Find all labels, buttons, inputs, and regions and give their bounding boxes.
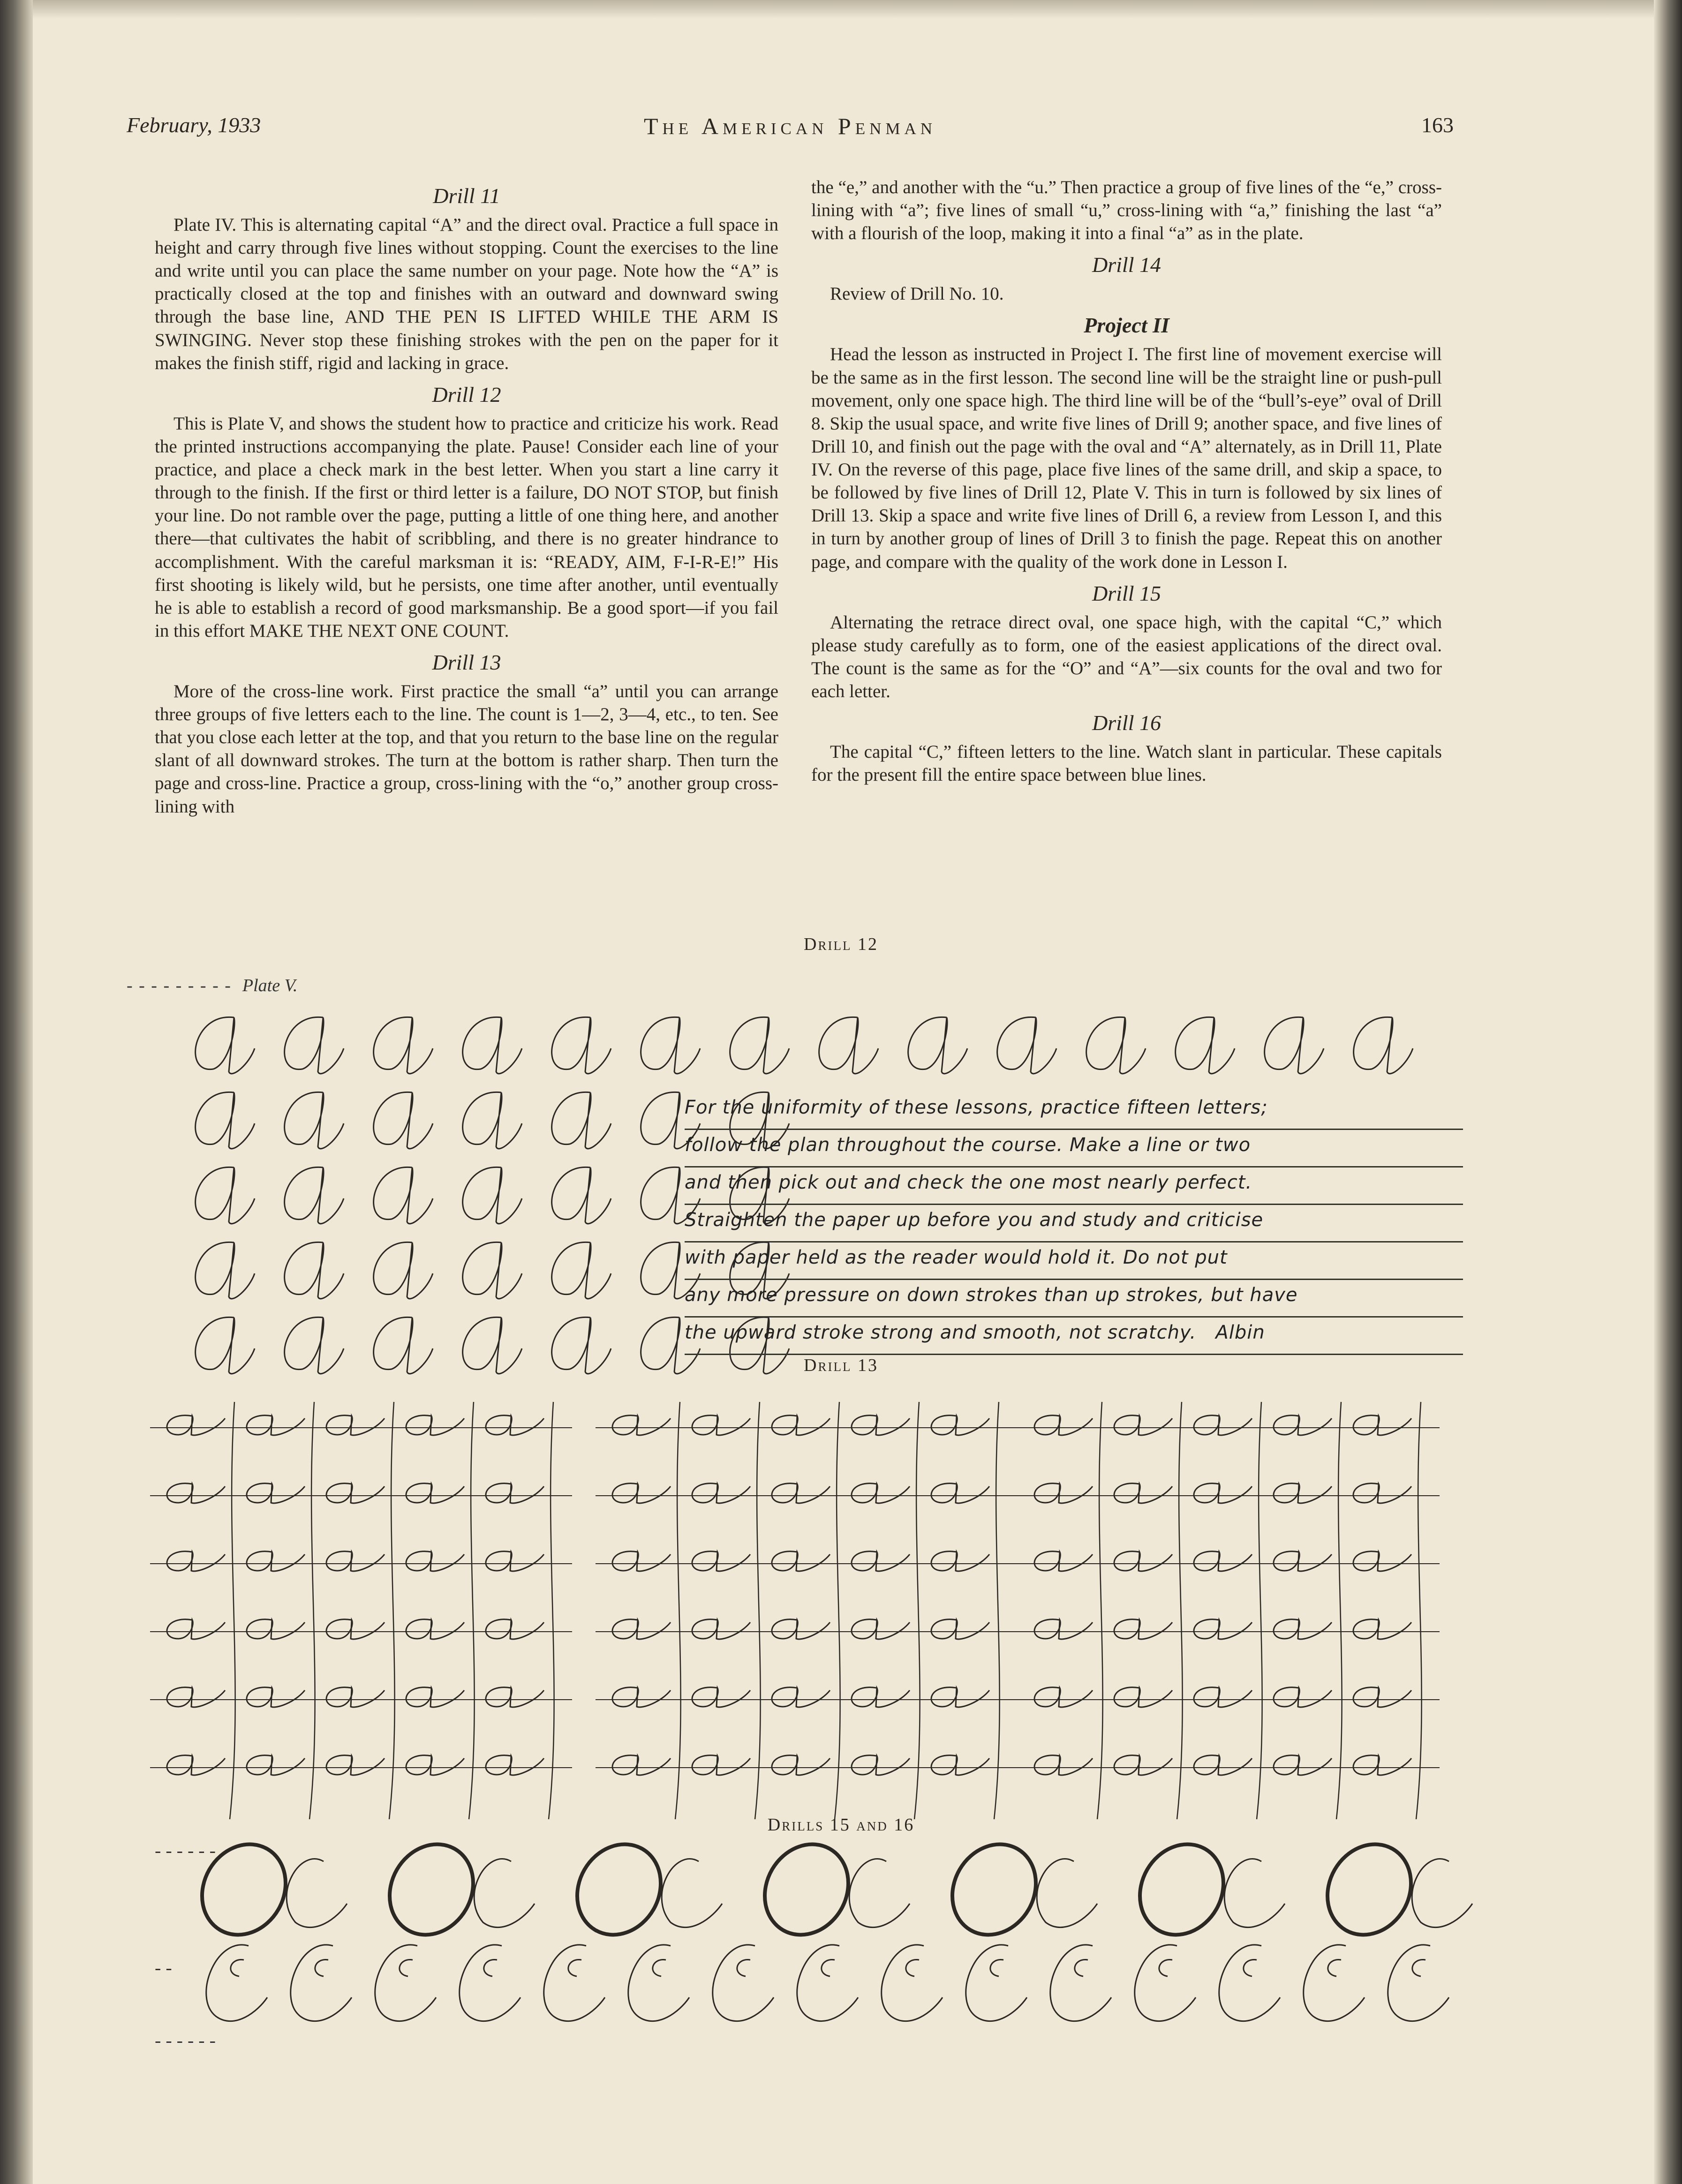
cross-line-stroke	[469, 1402, 475, 1819]
small-a-glyph	[852, 1551, 910, 1571]
capital-a-glyph	[374, 1092, 433, 1149]
capital-a-glyph	[1354, 1017, 1413, 1074]
cross-line-stroke	[1177, 1402, 1183, 1819]
capital-c-glyph	[1135, 1945, 1196, 2021]
capital-a-glyph	[1086, 1017, 1146, 1074]
small-a-glyph	[612, 1755, 671, 1775]
capital-c-glyph	[797, 1945, 858, 2021]
capital-c-glyph	[1224, 1859, 1285, 1928]
cross-line-stroke	[755, 1402, 761, 1819]
note-line: Straighten the paper up before you and study and criticise	[685, 1205, 1463, 1243]
small-a-glyph	[1034, 1551, 1093, 1571]
capital-a-glyph	[196, 1092, 255, 1149]
small-a-glyph	[852, 1619, 910, 1639]
small-a-glyph	[486, 1755, 544, 1775]
capital-c-glyph	[849, 1859, 910, 1928]
small-a-glyph	[1353, 1687, 1411, 1707]
note-line: any more pressure on down strokes than up strokes, but have	[685, 1280, 1463, 1318]
small-a-glyph	[931, 1484, 989, 1503]
project2-text: Head the lesson as instructed in Project I. The first line of movement exercise will be the same as in the first lesson. The second line will be the straight line or push-pull movement, only one space high. The third line will be of the “bull’s-eye” oval of Drill 8. Skip the usual space, and write five lines of Drill 9; another space, and five lines of Drill 10, and finish out the page with the oval and “A” alternately, as in Drill 11, Plate IV. On the reverse of this page, place five lines of the same drill, and skip a space, to be followed by five lines of Drill 12, Plate V. This in turn is followed by six lines of Drill 13. Skip a space and write five lines of Drill 6, a review from Lesson I, and this in turn by another group of lines of Drill 3 to finish the page. Repeat this on another page, and compare with the quality of the work done in Lesson I.	[811, 344, 1442, 572]
capital-a-glyph	[374, 1242, 433, 1299]
header-title: The American Penman	[643, 113, 937, 139]
capital-c-glyph	[1388, 1945, 1449, 2021]
small-a-glyph	[326, 1551, 385, 1571]
small-a-glyph	[772, 1484, 830, 1503]
capital-c-glyph	[474, 1859, 535, 1928]
small-a-glyph	[1114, 1755, 1172, 1775]
dash-guide: - -	[155, 1957, 172, 1978]
small-a-glyph	[1034, 1755, 1093, 1775]
capital-a-glyph	[196, 1017, 255, 1074]
capital-a-glyph	[641, 1017, 700, 1074]
small-a-glyph	[326, 1619, 385, 1639]
small-a-glyph	[486, 1416, 544, 1435]
small-a-glyph	[486, 1484, 544, 1503]
small-a-glyph	[931, 1551, 989, 1571]
small-a-glyph	[1194, 1755, 1252, 1775]
small-a-glyph	[1194, 1484, 1252, 1503]
capital-a-glyph	[908, 1017, 967, 1074]
small-a-glyph	[406, 1484, 464, 1503]
retrace-oval	[561, 1829, 677, 1950]
small-a-glyph	[1353, 1619, 1411, 1639]
capital-c-glyph	[1050, 1945, 1111, 2021]
small-a-glyph	[1034, 1484, 1093, 1503]
small-a-glyph	[326, 1416, 385, 1435]
note-line: For the uniformity of these lessons, practice fifteen letters;	[685, 1092, 1463, 1130]
small-a-glyph	[326, 1484, 385, 1503]
header-date: February, 1933	[127, 113, 261, 137]
small-a-glyph	[406, 1619, 464, 1639]
small-a-glyph	[167, 1687, 225, 1707]
capital-a-glyph	[285, 1242, 344, 1299]
drill13-heading: Drill 13	[432, 650, 501, 675]
drill15-heading: Drill 15	[1092, 581, 1161, 605]
capital-a-glyph	[1176, 1017, 1235, 1074]
cross-line-stroke	[230, 1402, 235, 1819]
cross-line-stroke	[1416, 1402, 1422, 1819]
drill12-text: This is Plate V, and shows the student how to practice and criticize his work. Read the printed instructions accompanying the plate. Pause! Consider each line of your practice, and place a check mark in the best letter. When you start a line carry it through to the finish. If the first or third letter is a failure, DO NOT STOP, but finish your line. Do not ramble over the page, putting a little of one thing here, and another there—that cultivates the habit of scribbling, and there is no greater hindrance to accomplishment. With the careful marksman it is: “READY, AIM, F-I-R-E!” His first shooting is likely wild, but he persists, one time after another, until eventually he is able to establish a record of good marksmanship. Be a good sport—if you fail in this effort MAKE THE NEXT ONE COUNT.	[155, 413, 778, 641]
capital-a-glyph	[196, 1242, 255, 1299]
cross-line-stroke	[309, 1402, 315, 1819]
drills15-16-caption: Drills 15 and 16	[767, 1815, 915, 1835]
capital-a-glyph	[552, 1017, 611, 1074]
retrace-oval	[373, 1829, 489, 1950]
capital-c-glyph	[1219, 1945, 1280, 2021]
small-a-glyph	[1274, 1416, 1332, 1435]
small-a-glyph	[406, 1551, 464, 1571]
small-a-glyph	[247, 1484, 305, 1503]
small-a-glyph	[486, 1551, 544, 1571]
small-a-glyph	[167, 1755, 225, 1775]
small-a-glyph	[167, 1484, 225, 1503]
capital-a-glyph	[730, 1017, 789, 1074]
capital-a-glyph	[374, 1017, 433, 1074]
capital-a-glyph	[374, 1317, 433, 1374]
cross-line-stroke	[549, 1402, 554, 1819]
drill11-heading: Drill 11	[433, 184, 500, 208]
capital-c-glyph	[713, 1945, 774, 2021]
small-a-glyph	[931, 1619, 989, 1639]
small-a-glyph	[1353, 1416, 1411, 1435]
small-a-glyph	[247, 1687, 305, 1707]
capital-a-glyph	[463, 1242, 522, 1299]
drill14-heading: Drill 14	[1092, 253, 1161, 277]
drill12-heading: Drill 12	[432, 382, 501, 407]
capital-a-glyph	[196, 1167, 255, 1224]
small-a-glyph	[1194, 1687, 1252, 1707]
small-a-glyph	[772, 1687, 830, 1707]
drill13-continued: the “e,” and another with the “u.” Then practice a group of five lines of the “e,” cross-lining with “a”; five lines of small “u,” cross-lining with “a,” finishing the last “a” with a flourish of the loop, making it into a final “a” as in the plate.	[811, 177, 1442, 244]
capital-a-glyph	[463, 1017, 522, 1074]
small-a-glyph	[247, 1551, 305, 1571]
small-a-glyph	[612, 1416, 671, 1435]
capital-a-glyph	[552, 1092, 611, 1149]
small-a-glyph	[772, 1416, 830, 1435]
small-a-glyph	[1353, 1484, 1411, 1503]
small-a-glyph	[167, 1619, 225, 1639]
capital-c-glyph	[375, 1945, 436, 2021]
capital-c-glyph	[206, 1945, 267, 2021]
cross-line-stroke	[1257, 1402, 1262, 1819]
small-a-glyph	[167, 1551, 225, 1571]
capital-c-glyph	[628, 1945, 689, 2021]
small-a-glyph	[612, 1687, 671, 1707]
small-a-glyph	[326, 1687, 385, 1707]
small-a-glyph	[692, 1484, 750, 1503]
small-a-glyph	[852, 1755, 910, 1775]
small-a-glyph	[406, 1687, 464, 1707]
capital-a-glyph	[552, 1242, 611, 1299]
small-a-glyph	[1034, 1687, 1093, 1707]
small-a-glyph	[247, 1619, 305, 1639]
small-a-glyph	[1274, 1484, 1332, 1503]
small-a-glyph	[692, 1687, 750, 1707]
retrace-oval	[1124, 1829, 1239, 1950]
small-a-glyph	[326, 1755, 385, 1775]
cross-line-stroke	[994, 1402, 1000, 1819]
drill16-text: The capital “C,” fifteen letters to the line. Watch slant in particular. These capitals for the present fill the entire space between blue lines.	[811, 742, 1442, 785]
small-a-glyph	[612, 1619, 671, 1639]
capital-c-glyph	[1412, 1859, 1472, 1928]
capital-a-glyph	[819, 1017, 878, 1074]
cross-line-stroke	[389, 1402, 395, 1819]
capital-a-glyph	[285, 1167, 344, 1224]
capital-a-glyph	[285, 1092, 344, 1149]
project2-heading: Project II	[1084, 313, 1169, 338]
drill15-16-letters	[155, 1829, 1472, 2051]
small-a-glyph	[1353, 1551, 1411, 1571]
capital-c-glyph	[544, 1945, 605, 2021]
plate-label-dashes: - - - - - - - - -	[127, 976, 242, 995]
dash-guide: - - - - - -	[155, 1840, 216, 1861]
drill12-caption: Drill 12	[804, 934, 878, 954]
retrace-oval	[936, 1829, 1052, 1950]
small-a-glyph	[772, 1755, 830, 1775]
small-a-glyph	[1034, 1619, 1093, 1639]
small-a-glyph	[931, 1687, 989, 1707]
small-a-glyph	[1274, 1755, 1332, 1775]
small-a-glyph	[612, 1551, 671, 1571]
capital-c-glyph	[1304, 1945, 1365, 2021]
small-a-glyph	[852, 1687, 910, 1707]
small-a-glyph	[1194, 1551, 1252, 1571]
capital-a-glyph	[552, 1167, 611, 1224]
capital-c-glyph	[882, 1945, 943, 2021]
note-line-7: the upward stroke strong and smooth, not scratchy.	[685, 1322, 1197, 1343]
retrace-oval	[1311, 1829, 1427, 1950]
small-a-glyph	[486, 1619, 544, 1639]
note-line	[685, 1318, 1463, 1355]
small-a-glyph	[1274, 1687, 1332, 1707]
plate-label-text: Plate V.	[242, 976, 298, 995]
small-a-glyph	[1114, 1551, 1172, 1571]
small-a-glyph	[1274, 1619, 1332, 1639]
small-a-glyph	[486, 1687, 544, 1707]
small-a-glyph	[1194, 1416, 1252, 1435]
handwritten-note	[685, 1092, 1463, 1355]
drill13-caption: Drill 13	[804, 1356, 878, 1375]
small-a-glyph	[1114, 1484, 1172, 1503]
cross-line-stroke	[1336, 1402, 1342, 1819]
capital-a-glyph	[285, 1017, 344, 1074]
small-a-glyph	[1034, 1416, 1093, 1435]
capital-c-glyph	[1037, 1859, 1097, 1928]
small-a-glyph	[167, 1416, 225, 1435]
small-a-glyph	[772, 1551, 830, 1571]
note-line: follow the plan throughout the course. Make a line or two	[685, 1130, 1463, 1167]
drill11-text: Plate IV. This is alternating capital “A” and the direct oval. Practice a full space in height and carry through five lines without stopping. Count the exercises to the line and write until you can place the same number on your page. Note how the “A” is practically closed at the top and finishes with an outward and downward swing through the base line, AND THE PEN IS LIFTED WHILE THE ARM IS SWINGING. Never stop these finishing strokes with the pen on the paper for it makes the finish stiff, rigid and lacking in grace.	[155, 214, 778, 373]
small-a-glyph	[852, 1484, 910, 1503]
capital-c-glyph	[460, 1945, 520, 2021]
small-a-glyph	[406, 1416, 464, 1435]
dash-guide: - - - - - -	[155, 2030, 216, 2051]
capital-a-glyph	[463, 1317, 522, 1374]
note-line: and then pick out and check the one most nearly perfect.	[685, 1167, 1463, 1205]
drill13-text: More of the cross-line work. First practice the small “a” until you can arrange three groups of five letters each to the line. The count is 1—2, 3—4, etc., to ten. See that you close each letter at the top, and that you return to the base line on the regular slant of all downward strokes. The turn at the bottom is rather sharp. Then turn the page and cross-line. Practice a group, cross-lining with the “o,” another group cross-lining with	[155, 681, 778, 817]
note-line: with paper held as the reader would hold it. Do not put	[685, 1243, 1463, 1280]
small-a-glyph	[1194, 1619, 1252, 1639]
small-a-glyph	[772, 1619, 830, 1639]
small-a-glyph	[692, 1755, 750, 1775]
drill15-text: Alternating the retrace direct oval, one space high, with the capital “C,” which please study carefully as to form, one of the easiest applications of the direct oval. The count is the same as for the “O” and “A”—six counts for the oval and two for each letter.	[811, 612, 1442, 701]
small-a-glyph	[247, 1416, 305, 1435]
capital-a-glyph	[463, 1092, 522, 1149]
retrace-oval	[748, 1829, 864, 1950]
small-a-glyph	[247, 1755, 305, 1775]
capital-a-glyph	[374, 1167, 433, 1224]
page-number: 163	[1421, 113, 1454, 137]
cross-line-stroke	[835, 1402, 840, 1819]
capital-a-glyph	[997, 1017, 1056, 1074]
small-a-glyph	[931, 1416, 989, 1435]
note-signature: Albin	[1215, 1322, 1265, 1343]
small-a-glyph	[692, 1416, 750, 1435]
small-a-glyph	[612, 1484, 671, 1503]
small-a-glyph	[1114, 1416, 1172, 1435]
drill13-letters	[150, 1402, 1440, 1819]
small-a-glyph	[692, 1619, 750, 1639]
small-a-glyph	[1274, 1551, 1332, 1571]
cross-line-stroke	[914, 1402, 920, 1819]
drill16-heading: Drill 16	[1092, 711, 1161, 735]
cross-line-stroke	[1097, 1402, 1103, 1819]
small-a-glyph	[1353, 1755, 1411, 1775]
capital-c-glyph	[291, 1945, 352, 2021]
capital-a-glyph	[1265, 1017, 1324, 1074]
small-a-glyph	[692, 1551, 750, 1571]
capital-a-glyph	[463, 1167, 522, 1224]
capital-c-glyph	[966, 1945, 1027, 2021]
small-a-glyph	[406, 1755, 464, 1775]
drill14-text: Review of Drill No. 10.	[830, 284, 1004, 304]
capital-a-glyph	[285, 1317, 344, 1374]
small-a-glyph	[931, 1755, 989, 1775]
small-a-glyph	[1114, 1619, 1172, 1639]
capital-c-glyph	[662, 1859, 722, 1928]
small-a-glyph	[852, 1416, 910, 1435]
small-a-glyph	[1114, 1687, 1172, 1707]
capital-a-glyph	[552, 1317, 611, 1374]
capital-a-glyph	[196, 1317, 255, 1374]
cross-line-stroke	[675, 1402, 681, 1819]
capital-c-glyph	[287, 1859, 347, 1928]
